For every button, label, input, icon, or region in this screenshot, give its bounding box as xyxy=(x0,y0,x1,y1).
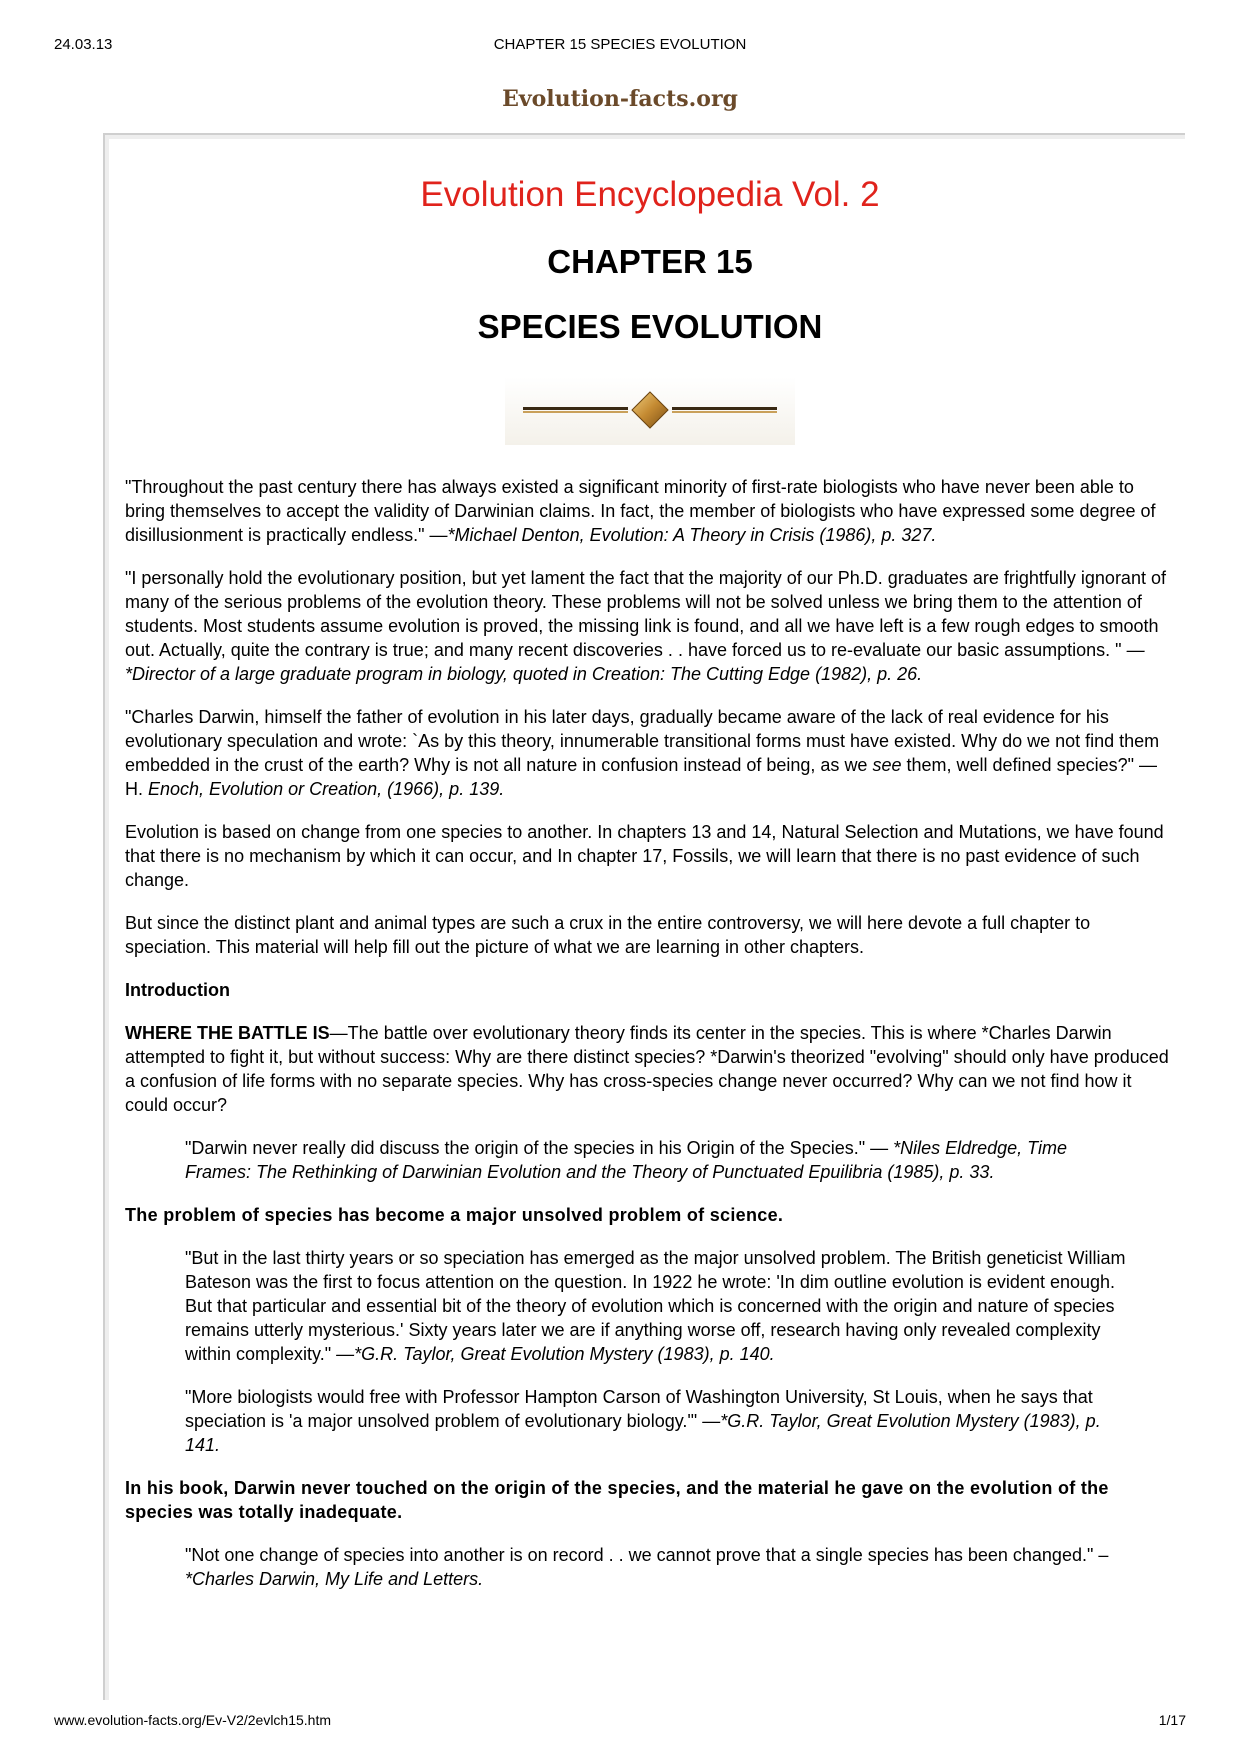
chapter-number: CHAPTER 15 xyxy=(547,243,753,280)
print-title: CHAPTER 15 SPECIES EVOLUTION xyxy=(493,36,747,53)
block-quote-eldredge: "Darwin never really did discuss the origin of the species in his Origin of the Species." — *Niles Eldredge, Time Frames: The Rethinking of Darwinian Evolution and the Theory of Punctuated Epuilibria (1985), p. 33. xyxy=(185,1138,1068,1182)
block-quote-taylor-141: "More biologists would free with Professor Hampton Carson of Washington University, St Louis, when he says that speciation is 'a major unsolved problem of evolutionary biology.'" —*G.R. Taylor, Great Evolution Mystery (1983), p. 141. xyxy=(185,1387,1101,1455)
body-paragraph-battle: WHERE THE BATTLE IS—The battle over evolutionary theory finds its center in the species. This is where *Charles Darwin attempted to fight it, but without success: Why are there distinct species? *Darwin's theorized "evolving" should only have produced a confusion of life forms with no separate species. Why has cross-species change never occurred? Why can we not find how it could occur? xyxy=(125,1023,1169,1115)
print-header xyxy=(54,36,1186,56)
quote-paragraph-darwin: "Charles Darwin, himself the father of evolution in his later days, gradually became aware of the lack of real evidence for his evolutionary speculation and wrote: `As by this theory, innumerable transitional forms must have existed. Why do we not find them embedded in the crust of the earth? Why is not all nature in confusion instead of being, as we see them, well defined species?" — H. Enoch, Evolution or Creation, (1966), p. 139. xyxy=(125,707,1160,799)
site-name-link[interactable]: Evolution-facts.org xyxy=(502,86,738,112)
quote-paragraph-denton: "Throughout the past century there has always existed a significant minority of first-rate biologists who have never been able to bring themselves to accept the validity of Darwinian claims. In fact, the member of biologists who have expressed some degree of disillusionment is practically endless." —*Michael Denton, Evolution: A Theory in Crisis (1986), p. 327. xyxy=(125,477,1156,545)
body-paragraph-basis: Evolution is based on change from one species to another. In chapters 13 and 14, Natural Selection and Mutations, we have found that there is no mechanism by which it can occur, and In chapter 17, Fossils, we will learn that there is no past evidence of such change. xyxy=(125,822,1164,890)
page-number: 1/17 xyxy=(1158,1712,1186,1728)
block-quote-taylor-140: "But in the last thirty years or so speciation has emerged as the major unsolved problem. The British geneticist William Bateson was the first to focus attention on the question. In 1922 he wrote: 'In dim outline evolution is evident enough. But that particular and essential bit of the theory of evolution which is concerned with the origin and nature of species remains utterly mysterious.' Sixty years later we are if anything worse off, research having only revealed complexity within complexity." —*G.R. Taylor, Great Evolution Mystery (1983), p. 140. xyxy=(185,1248,1126,1364)
page-url-link[interactable]: www.evolution-facts.org/Ev-V2/2evlch15.htm xyxy=(54,1712,332,1728)
chapter-title: SPECIES EVOLUTION xyxy=(477,308,823,345)
section-heading-introduction: Introduction xyxy=(125,980,230,1000)
lead-statement-unsolved-problem: The problem of species has become a major unsolved problem of science. xyxy=(125,1205,784,1225)
print-date: 24.03.13 xyxy=(54,36,113,53)
body-paragraph-speciation: But since the distinct plant and animal types are such a crux in the entire controversy, we will here devote a full chapter to speciation. This material will help fill out the picture of what we are learning in other chapters. xyxy=(125,913,1091,957)
article-content xyxy=(125,175,1175,1610)
block-quote-darwin-letters: "Not one change of species into another is on record . . we cannot prove that a single species has been changed." –*Charles Darwin, My Life and Letters. xyxy=(185,1545,1109,1589)
volume-title: Evolution Encyclopedia Vol. 2 xyxy=(420,175,880,214)
content-frame xyxy=(103,133,1185,1700)
lead-statement-darwin-book: In his book, Darwin never touched on the origin of the species, and the material he gave on the evolution of the species was totally inadequate. xyxy=(125,1478,1109,1522)
quote-paragraph-director: "I personally hold the evolutionary position, but yet lament the fact that the majority of our Ph.D. graduates are frightfully ignorant of many of the serious problems of the evolution theory. These problems will not be solved unless we bring them to the attention of students. Most students assume evolution is proved, the missing link is found, and all we have left is a few rough edges to smooth out. Actually, quite the contrary is true; and many recent discoveries . . have forced us to re-evaluate our basic assumptions. " —*Director of a large graduate program in biology, quoted in Creation: The Cutting Edge (1982), p. 26. xyxy=(125,568,1166,684)
ornamental-divider-image xyxy=(505,377,795,445)
